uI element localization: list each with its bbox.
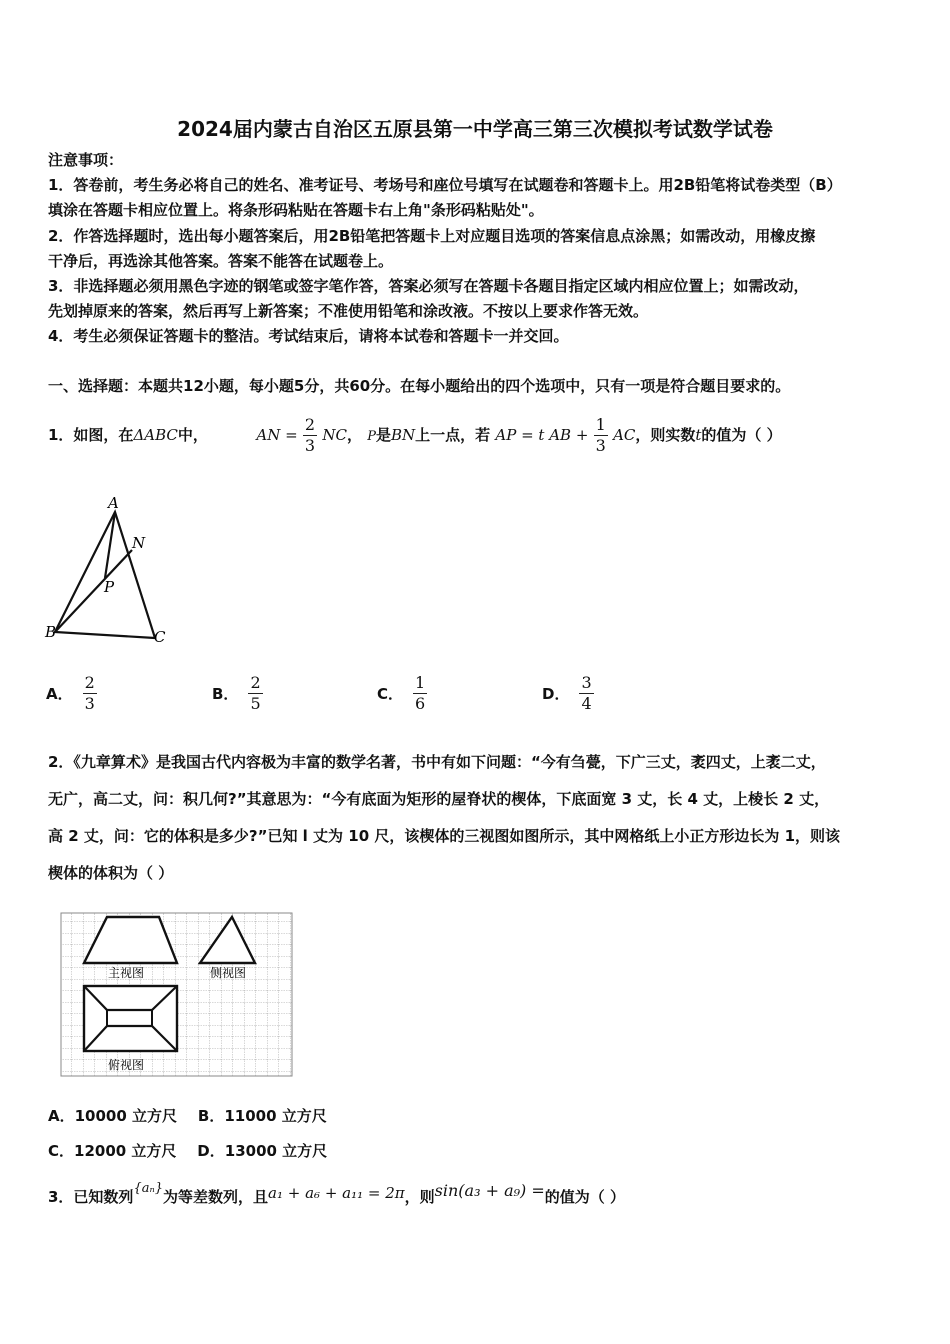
- q1-math-an: AN =: [256, 426, 298, 444]
- q1-text: ，则实数: [635, 426, 696, 444]
- option-fraction: $\frac{3}{4}$: [581, 672, 592, 713]
- notice-line: 填涂在答题卡相应位置上。将条形码粘贴在答题卡右上角"条形码粘贴处"。: [48, 201, 544, 219]
- section-heading: 一、选择题：本题共12小题，每小题5分，共60分。在每小题给出的四个选项中，只有一项是符合题目要求的。: [48, 377, 791, 395]
- notice-line: 3．非选择题必须用黑色字迹的钢笔或签字笔作答，答案必须写在答题卡各题目指定区域内相应位置上；如需改动，: [48, 277, 809, 295]
- label-top-view: 俯视图: [108, 1058, 145, 1072]
- label-p: P: [104, 578, 115, 596]
- q1-math-ap: AP = t AB +: [495, 426, 589, 444]
- q3-math-sequence: {aₙ}: [133, 1181, 164, 1196]
- label-side-view: 侧视图: [210, 966, 247, 980]
- question-2-line: 2．《九章算术》是我国古代内容极为丰富的数学名著，书中有如下问题：“今有刍甍，下广三丈，袤四丈，上袤二丈，: [48, 753, 826, 771]
- q1-math-p: P: [367, 429, 376, 444]
- q3-text: 3．已知数列: [48, 1188, 134, 1206]
- top-view-rectangle: [84, 986, 177, 1051]
- label-a: A: [108, 494, 119, 512]
- q1-math-triangle: ΔABC: [133, 426, 178, 444]
- q1-option-a[interactable]: A． $\frac{2}{3}$: [46, 672, 95, 713]
- q1-option-c[interactable]: C． $\frac{1}{6}$: [377, 672, 426, 713]
- page-title: 2024届内蒙古自治区五原县第一中学高三第三次模拟考试数学试卷: [177, 117, 773, 141]
- q2-three-view-figure: [60, 910, 296, 1080]
- label-front-view: 主视图: [108, 966, 145, 980]
- q1-text: 1．如图，在: [48, 426, 134, 444]
- q1-math-t: t: [695, 426, 702, 444]
- q1-option-d[interactable]: D． $\frac{3}{4}$: [542, 672, 592, 713]
- q3-math-expression: sin(a₃ + a₉) =: [434, 1181, 545, 1200]
- q2-options-row[interactable]: A．10000 立方尺 B．11000 立方尺: [48, 1107, 327, 1125]
- q3-text: 为等差数列，且: [163, 1188, 269, 1206]
- label-b: B: [45, 623, 57, 641]
- q1-fraction-an: $\frac{2}{3}$: [304, 415, 316, 455]
- notice-line: 干净后，再选涂其他答案。答案不能答在试题卷上。: [48, 252, 394, 270]
- q1-option-b[interactable]: B． $\frac{2}{5}$: [212, 672, 261, 713]
- option-fraction: $\frac{2}{5}$: [250, 672, 261, 713]
- notice-line: 先划掉原来的答案，然后再写上新答案；不准使用铅笔和涂改液。不按以上要求作答无效。: [48, 302, 649, 320]
- question-2-line: 高 2 丈，问：它的体积是多少?”已知 l 丈为 10 尺，该楔体的三视图如图所示，其中网格纸上小正方形边长为 1，则该: [48, 827, 841, 845]
- q1-text: ，: [346, 426, 362, 444]
- label-n: N: [132, 534, 146, 552]
- q3-text: 的值为（ ）: [544, 1188, 625, 1206]
- notice-heading: 注意事项：: [48, 151, 124, 169]
- q1-math-ac: AC: [613, 426, 636, 444]
- question-1-stem: [48, 410, 782, 462]
- notice-line: 1．答卷前，考生务必将自己的姓名、准考证号、考场号和座位号填写在试题卷和答题卡上。用2B铅笔将试卷类型（B）: [48, 176, 842, 194]
- q1-fraction-ac: $\frac{1}{3}$: [595, 415, 606, 455]
- notice-line: 2．作答选择题时，选出每小题答案后，用2B铅笔把答题卡上对应题目选项的答案信息点涂黑；如需改动，用橡皮擦: [48, 227, 816, 245]
- q1-text: 中，: [177, 426, 208, 444]
- segment-bn: [55, 550, 132, 632]
- q1-triangle-figure: [40, 490, 180, 650]
- q1-math-nc: NC: [322, 426, 347, 444]
- q1-math-bn: BN: [390, 426, 416, 444]
- q1-text: 上一点，若: [415, 426, 491, 444]
- q3-text: ，则: [404, 1188, 435, 1206]
- q3-math-condition: a₁ + a₆ + a₁₁ = 2π: [268, 1184, 405, 1202]
- q1-text: 是: [375, 426, 391, 444]
- q2-options-row[interactable]: C．12000 立方尺 D．13000 立方尺: [48, 1142, 328, 1160]
- notice-line: 4．考生必须保证答题卡的整洁。考试结束后，请将本试卷和答题卡一并交回。: [48, 327, 569, 345]
- label-c: C: [154, 628, 166, 646]
- option-fraction: $\frac{2}{3}$: [84, 672, 95, 713]
- question-3-stem: [48, 1172, 625, 1224]
- question-2-line: 楔体的体积为（ ）: [48, 864, 174, 882]
- q1-text: 的值为（ ）: [701, 426, 782, 444]
- question-2-line: 无广，高二丈，问：积几何?”其意思为：“今有底面为矩形的屋脊状的楔体，下底面宽 3 丈，长 4 丈，上棱长 2 丈，: [48, 790, 830, 808]
- option-fraction: $\frac{1}{6}$: [415, 672, 426, 713]
